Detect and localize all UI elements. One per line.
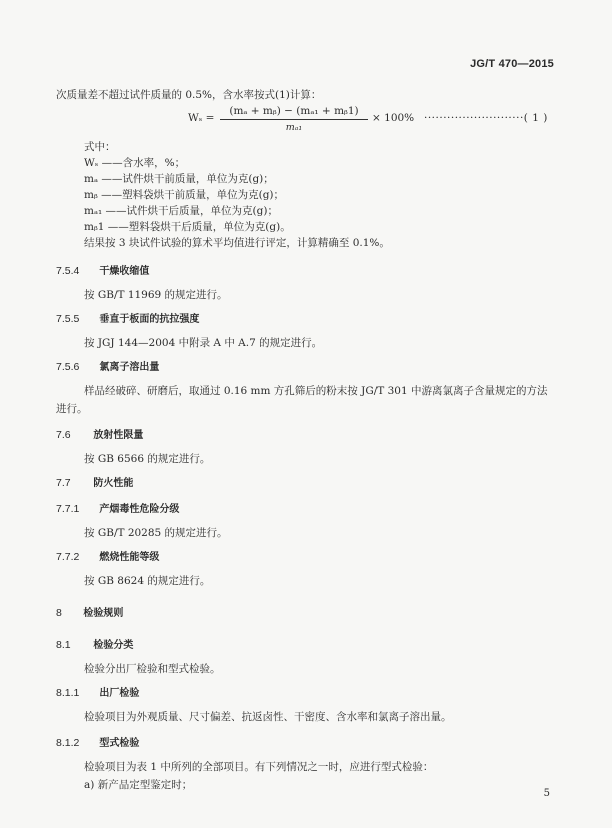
section-title: 放射性限量 <box>93 430 144 441</box>
result-note: 结果按 3 块试件试验的算术平均值进行评定，计算精确至 0.1%。 <box>84 237 390 249</box>
list-item: a) 新产品定型鉴定时； <box>84 779 193 791</box>
section-heading-7-5-6 <box>56 360 159 375</box>
section-body: 按 GB/T 20285 的规定进行。 <box>84 527 228 539</box>
section-number: 7.5.5 <box>56 313 80 325</box>
section-title: 氯离子溶出量 <box>99 362 160 373</box>
where-item: mᵦ ——塑料袋烘干前质量，单位为克(g)； <box>84 189 285 201</box>
equation-number: ( 1 ) <box>523 112 548 124</box>
fraction-bar <box>220 119 368 120</box>
where-item: mᵦ1 ——塑料袋烘干后质量，单位为克(g)。 <box>84 221 291 233</box>
formula-fraction <box>220 104 368 135</box>
section-body: 样品经破碎、研磨后，取通过 0.16 mm 方孔筛后的粉末按 JG/T 301 中游离氯离子含量规定的方法 <box>84 385 548 397</box>
section-title: 防火性能 <box>93 478 134 489</box>
where-item: mₐ ——试件烘干前质量，单位为克(g)； <box>84 173 274 185</box>
section-number: 7.7.1 <box>56 503 80 515</box>
formula-numerator: (mₐ + mᵦ) − (mₐ₁ + mᵦ1) <box>229 105 359 117</box>
section-number: 7.6 <box>56 429 71 441</box>
formula-denominator: mₐ₁ <box>285 122 303 133</box>
section-heading-7-5-4 <box>56 264 149 279</box>
where-item: mₐ₁ ——试件烘干后质量，单位为克(g)； <box>84 205 278 217</box>
section-number: 8 <box>56 607 62 619</box>
section-title: 检验分类 <box>93 640 134 651</box>
section-body: 检验项目为表 1 中所列的全部项目。有下列情况之一时，应进行型式检验： <box>84 761 434 773</box>
section-heading-7-5-5 <box>56 312 199 327</box>
section-number: 7.5.4 <box>56 265 80 277</box>
section-body: 按 GB/T 11969 的规定进行。 <box>84 289 228 301</box>
page-number: 5 <box>543 788 550 799</box>
section-body: 按 JGJ 144—2004 中附录 A 中 A.7 的规定进行。 <box>84 337 323 349</box>
section-title: 产烟毒性危险分级 <box>99 504 180 515</box>
section-heading-7-7-1 <box>56 502 179 517</box>
where-item: Wₛ ——含水率，%； <box>84 157 186 169</box>
formula-lhs: Wₛ = <box>188 112 215 124</box>
section-heading-7-6 <box>56 428 143 443</box>
formula-1 <box>188 104 568 136</box>
section-body: 按 GB 6566 的规定进行。 <box>84 453 211 465</box>
leader-dots: ·························· <box>424 112 524 124</box>
intro-line: 次质量差不超过试件质量的 0.5%，含水率按式(1)计算： <box>56 89 322 101</box>
section-title: 干燥收缩值 <box>99 266 150 277</box>
where-label: 式中： <box>84 141 116 153</box>
section-body: 按 GB 8624 的规定进行。 <box>84 575 211 587</box>
section-title: 垂直于板面的抗拉强度 <box>99 314 200 325</box>
section-heading-8-1 <box>56 638 133 653</box>
section-title: 出厂检验 <box>99 688 140 699</box>
section-body: 检验项目为外观质量、尺寸偏差、抗返卤性、干密度、含水率和氯离子溶出量。 <box>84 711 452 723</box>
section-number: 7.7 <box>56 477 71 489</box>
section-heading-8 <box>56 606 123 621</box>
standard-code: JG/T 470—2015 <box>470 58 554 70</box>
formula-times: × 100% <box>372 112 415 124</box>
section-body-cont: 进行。 <box>56 403 88 415</box>
section-number: 7.5.6 <box>56 361 80 373</box>
section-number: 8.1.1 <box>56 687 80 699</box>
section-title: 检验规则 <box>83 608 124 619</box>
section-title: 燃烧性能等级 <box>99 552 160 563</box>
formula-leader <box>424 112 548 124</box>
section-heading-8-1-2 <box>56 736 139 751</box>
section-heading-8-1-1 <box>56 686 139 701</box>
section-heading-7-7-2 <box>56 550 159 565</box>
section-number: 7.7.2 <box>56 551 80 563</box>
section-title: 型式检验 <box>99 738 140 749</box>
section-heading-7-7 <box>56 476 133 491</box>
section-number: 8.1 <box>56 639 71 651</box>
section-body: 检验分出厂检验和型式检验。 <box>84 663 221 675</box>
section-number: 8.1.2 <box>56 737 80 749</box>
